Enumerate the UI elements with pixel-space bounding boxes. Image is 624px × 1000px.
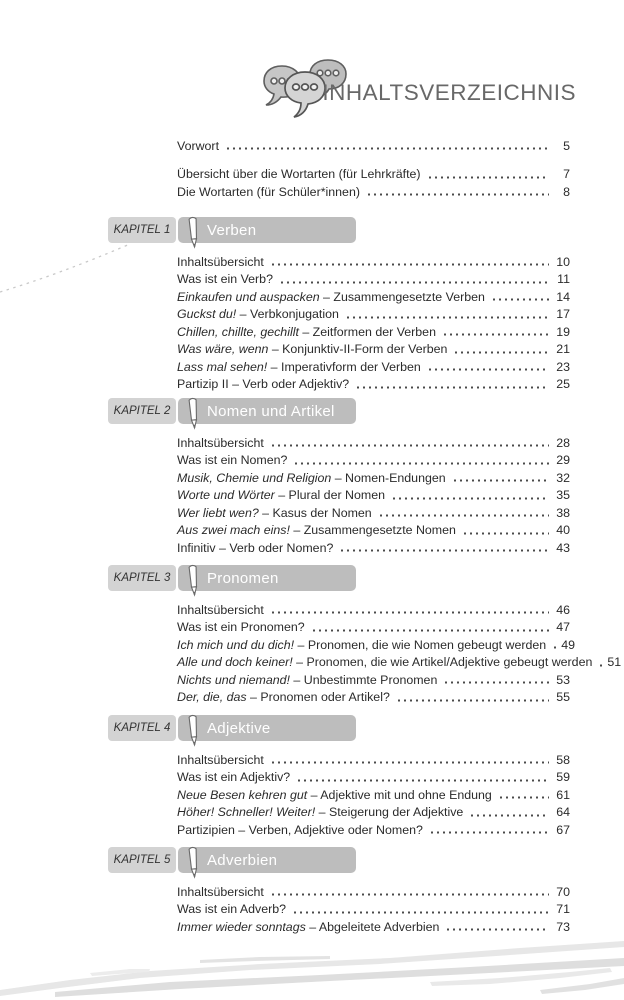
chapter-header — [108, 565, 570, 591]
page-number: 25 — [556, 377, 570, 391]
entry-title: Inhaltsübersicht — [177, 254, 264, 269]
page-number: 23 — [556, 359, 570, 374]
entry-title: Höher! Schneller! Weiter! – Steigerung der Adjektive — [177, 805, 464, 819]
entry-title: Was ist ein Pronomen? — [177, 620, 305, 634]
toc-entry — [177, 252, 570, 270]
page-number: 29 — [556, 453, 570, 467]
dot-leader — [596, 653, 604, 671]
toc-entry — [177, 521, 570, 539]
entry-title: Übersicht über die Wortarten (für Lehrkräfte) — [177, 167, 421, 181]
dot-leader — [309, 618, 549, 636]
page-number: 8 — [563, 184, 570, 199]
entry-title: Was ist ein Verb? — [177, 272, 273, 286]
toc-entry — [177, 785, 570, 803]
dot-leader — [427, 820, 549, 838]
toc-entry — [177, 653, 622, 671]
chapter-badge: KAPITEL 5 — [108, 847, 176, 873]
chapter-title-bar — [178, 715, 356, 741]
dot-leader — [376, 503, 549, 521]
page-number: 58 — [556, 752, 570, 767]
page-number: 71 — [556, 902, 570, 916]
chapter-badge: KAPITEL 3 — [108, 565, 176, 591]
dot-leader — [353, 375, 549, 393]
toc-entry — [177, 451, 570, 469]
page-number: 38 — [556, 505, 570, 520]
dot-leader — [467, 803, 549, 821]
toc-entry — [177, 900, 570, 918]
chapter-section-1 — [108, 217, 570, 392]
toc-entry — [177, 618, 570, 636]
toc-entry — [177, 538, 570, 556]
dot-leader — [268, 750, 549, 768]
page-number: 64 — [556, 805, 570, 819]
entry-title: Lass mal sehen! – Imperativform der Verben — [177, 359, 421, 374]
page-number: 67 — [556, 822, 570, 837]
page-number: 55 — [556, 690, 570, 704]
entry-title: Guckst du! – Verbkonjugation — [177, 307, 339, 321]
toc-entry — [177, 287, 570, 305]
entry-title: Inhaltsübersicht — [177, 435, 264, 450]
page-number: 46 — [556, 602, 570, 617]
toc-entry — [177, 803, 570, 821]
page-number: 11 — [557, 272, 570, 286]
chapter-badge: KAPITEL 4 — [108, 715, 176, 741]
chapter-title: Nomen und Artikel — [207, 402, 335, 420]
toc-entry — [177, 670, 570, 688]
entry-title: Neue Besen kehren gut – Adjektive mit und ohne Endung — [177, 787, 492, 802]
entry-title: Partizipien – Verben, Adjektive oder Nomen? — [177, 822, 423, 837]
chapter-badge: KAPITEL 2 — [108, 398, 176, 424]
entry-title: Infinitiv – Verb oder Nomen? — [177, 540, 334, 555]
toc-entry — [177, 750, 570, 768]
entry-title: Inhaltsübersicht — [177, 752, 264, 767]
chapter-title: Adjektive — [207, 719, 271, 737]
chapter-title: Adverbien — [207, 851, 278, 869]
page-title: INHALTSVERZEICHNIS — [322, 80, 576, 105]
entry-title: Wer liebt wen? – Kasus der Nomen — [177, 505, 372, 520]
chapter-title-bar — [178, 398, 356, 424]
entry-title: Aus zwei mach eins! – Zusammengesetzte Nomen — [177, 523, 456, 537]
page-number: 17 — [556, 307, 570, 321]
toc-entry — [177, 820, 570, 838]
entry-title: Alle und doch keiner! – Pronomen, die wie Artikel/Adjektive gebeugt werden — [177, 655, 593, 669]
page-number: 49 — [561, 637, 575, 652]
entry-title: Chillen, chillte, gechillt – Zeitformen der Verben — [177, 324, 436, 339]
chapter-title-bar — [178, 847, 356, 873]
page-number: 19 — [556, 324, 570, 339]
dot-leader — [389, 486, 549, 504]
pencil-icon — [185, 562, 202, 599]
pencil-icon — [185, 214, 202, 251]
entry-title: Inhaltsübersicht — [177, 884, 264, 899]
dot-leader — [294, 768, 549, 786]
dot-leader — [268, 882, 549, 900]
page-number: 43 — [556, 540, 570, 555]
entry-title: Was ist ein Adjektiv? — [177, 770, 291, 784]
dot-leader — [440, 322, 549, 340]
page-number: 70 — [556, 884, 570, 899]
entry-title: Vorwort — [177, 138, 220, 153]
entry-title: Was wäre, wenn – Konjunktiv-II-Form der Verben — [177, 342, 448, 356]
page-number: 51 — [607, 655, 622, 669]
page-number: 53 — [556, 672, 570, 687]
page-number: 40 — [556, 523, 570, 537]
pencil-icon — [185, 844, 202, 881]
page-number: 14 — [556, 289, 570, 304]
entry-title: Der, die, das – Pronomen oder Artikel? — [177, 690, 390, 704]
toc-entry — [177, 768, 570, 786]
page-number: 5 — [563, 138, 570, 153]
toc-entry — [177, 305, 570, 323]
page-number: 59 — [556, 770, 570, 784]
dot-leader — [337, 538, 549, 556]
dot-leader — [364, 182, 549, 200]
toc-entry — [177, 322, 570, 340]
page-number: 32 — [556, 470, 570, 485]
dot-leader — [550, 635, 558, 653]
page-number: 21 — [556, 342, 570, 356]
entry-title: Was ist ein Nomen? — [177, 453, 288, 467]
entry-title: Ich mich und du dich! – Pronomen, die wie Nomen gebeugt werden — [177, 637, 547, 652]
dot-leader — [425, 165, 549, 183]
chapter-header — [108, 847, 570, 873]
chapter-section-4 — [108, 715, 570, 838]
toc-entry — [177, 635, 575, 653]
dot-leader — [489, 287, 549, 305]
entry-title: Partizip II – Verb oder Adjektiv? — [177, 377, 350, 391]
brush-stroke-decoration — [0, 938, 624, 1000]
toc-entry — [177, 165, 570, 183]
entry-title: Inhaltsübersicht — [177, 602, 264, 617]
chapter-section-5 — [108, 847, 570, 935]
entry-title: Worte und Wörter – Plural der Nomen — [177, 488, 385, 502]
toc-entry — [177, 600, 570, 618]
page-number: 47 — [556, 620, 570, 634]
toc-entry — [177, 917, 570, 935]
dot-leader — [460, 521, 549, 539]
page-number: 61 — [556, 787, 570, 802]
page-number: 28 — [556, 435, 570, 450]
toc-entry — [177, 882, 570, 900]
dot-leader — [268, 600, 549, 618]
dot-leader — [223, 136, 549, 154]
dot-leader — [343, 305, 549, 323]
entry-title: Einkaufen und auspacken – Zusammengesetzte Verben — [177, 289, 485, 304]
dot-leader — [268, 252, 549, 270]
entry-title: Immer wieder sonntags – Abgeleitete Adverbien — [177, 919, 440, 934]
chapter-header — [108, 715, 570, 741]
toc-entry — [177, 688, 570, 706]
page-number: 7 — [563, 167, 570, 181]
dot-leader — [291, 451, 549, 469]
toc-entry — [177, 182, 570, 200]
toc-entry — [177, 270, 570, 288]
dot-leader — [451, 340, 549, 358]
chapter-header — [108, 217, 570, 243]
toc-entry — [177, 136, 570, 154]
dot-leader — [425, 357, 549, 375]
page-number: 73 — [556, 919, 570, 934]
toc-entry — [177, 433, 570, 451]
dot-leader — [290, 900, 549, 918]
dot-leader — [268, 433, 549, 451]
toc-entry — [177, 468, 570, 486]
toc-entry — [177, 486, 570, 504]
chapter-header — [108, 398, 570, 424]
chapter-section-2 — [108, 398, 570, 556]
toc-entry — [177, 340, 570, 358]
toc-entry — [177, 503, 570, 521]
chapter-section-3 — [108, 565, 622, 705]
pencil-icon — [185, 395, 202, 432]
front-matter — [177, 136, 570, 200]
dot-leader — [277, 270, 549, 288]
chapter-badge: KAPITEL 1 — [108, 217, 176, 243]
toc-entry — [177, 375, 570, 393]
chapter-title: Pronomen — [207, 569, 279, 587]
entry-title: Nichts und niemand! – Unbestimmte Pronomen — [177, 672, 438, 687]
entry-title: Was ist ein Adverb? — [177, 902, 287, 916]
entry-title: Musik, Chemie und Religion – Nomen-Endungen — [177, 470, 446, 485]
page-number: 35 — [556, 488, 570, 502]
dot-leader — [441, 670, 549, 688]
chapter-title: Verben — [207, 221, 257, 239]
entry-title: Die Wortarten (für Schüler*innen) — [177, 184, 360, 199]
dot-leader — [394, 688, 549, 706]
toc-entry — [177, 357, 570, 375]
dot-leader — [443, 917, 549, 935]
dot-leader — [450, 468, 549, 486]
page-number: 10 — [556, 254, 570, 269]
pencil-icon — [185, 712, 202, 749]
chapter-title-bar — [178, 217, 356, 243]
dot-leader — [496, 785, 549, 803]
chapter-title-bar — [178, 565, 356, 591]
